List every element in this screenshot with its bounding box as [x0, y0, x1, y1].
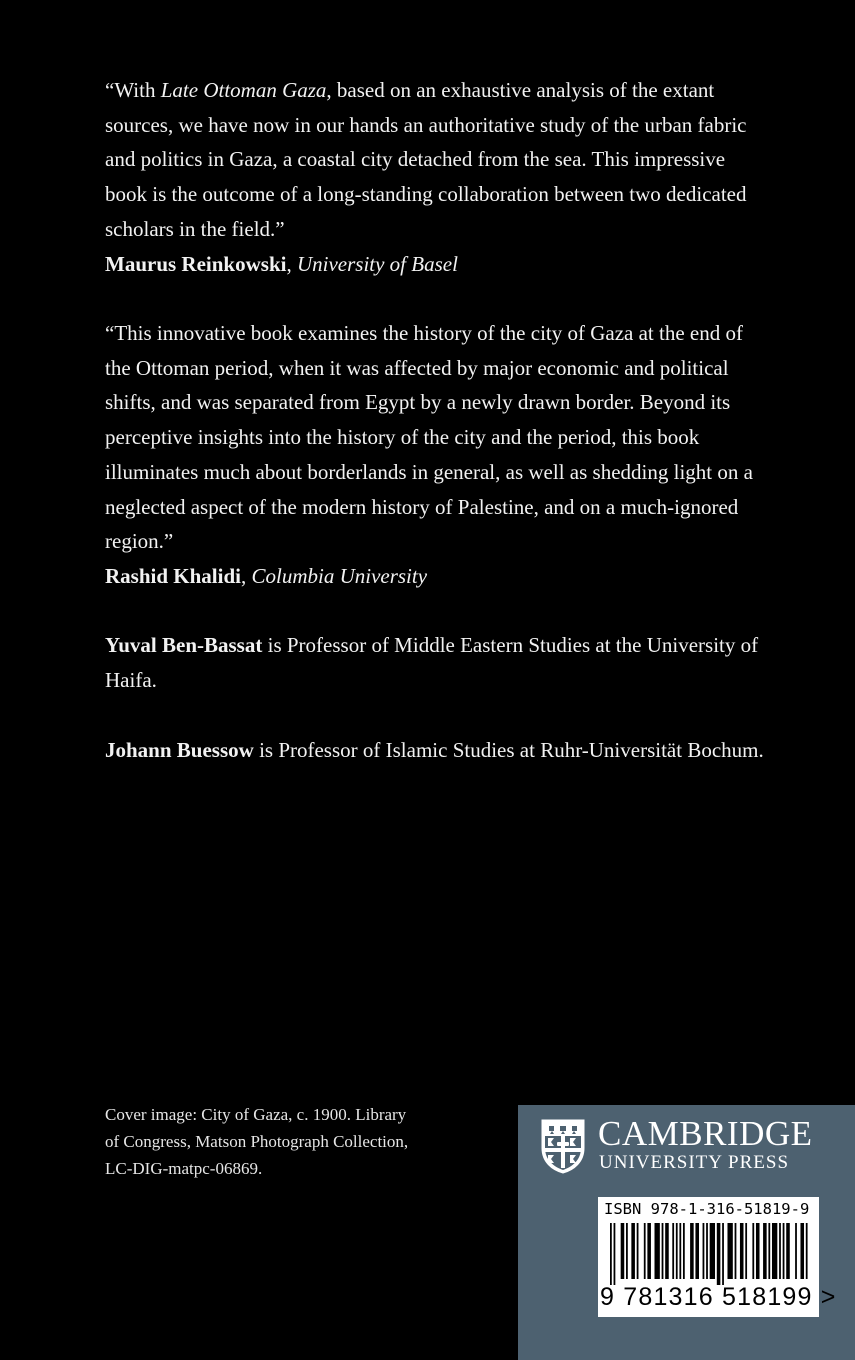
bio-name: Johann Buessow — [105, 738, 254, 762]
blurb-khalidi — [105, 316, 765, 594]
barcode-bar — [672, 1223, 674, 1279]
barcode-bar — [806, 1223, 808, 1279]
barcode-bar — [637, 1223, 639, 1279]
barcode-bar — [795, 1223, 797, 1279]
barcode-bar — [752, 1223, 754, 1279]
blurb-quote — [105, 73, 765, 247]
barcode-bar — [763, 1223, 767, 1279]
cambridge-crest-icon — [540, 1118, 586, 1174]
barcode-bar — [786, 1223, 790, 1279]
barcode-bar — [703, 1223, 705, 1279]
book-title: Late Ottoman Gaza — [160, 78, 327, 102]
barcode-bar — [644, 1223, 646, 1279]
barcode-bar — [647, 1223, 651, 1279]
barcode-bar — [614, 1223, 616, 1285]
bio-text: is Professor of Islamic Studies at Ruhr-Universität Bochum. — [253, 738, 764, 762]
bio-name: Yuval Ben-Bassat — [105, 633, 263, 657]
barcode-bars — [610, 1223, 808, 1285]
barcode-bar — [727, 1223, 732, 1279]
blurb-reinkowski — [105, 73, 765, 281]
bio-paragraph — [105, 733, 765, 768]
barcode-bar — [695, 1223, 699, 1279]
barcode-bar — [772, 1223, 777, 1279]
barcode-bar — [662, 1223, 664, 1279]
quote-open: “With — [105, 78, 161, 102]
attribution-separator: , — [240, 563, 252, 588]
barcode-bar — [626, 1223, 628, 1279]
publisher-name: CAMBRIDGE — [598, 1114, 813, 1153]
bio-text: is Professor of Middle Eastern Studies at the University of Haifa. — [105, 633, 759, 692]
author-bio-buessow — [105, 733, 765, 768]
barcode-bar — [768, 1223, 770, 1279]
barcode-bar — [717, 1223, 721, 1285]
barcode-bar — [779, 1223, 781, 1279]
cover-image-credit — [105, 1101, 485, 1182]
credit-line: LC-DIG-matpc-06869. — [105, 1159, 263, 1178]
barcode-bar — [722, 1223, 724, 1285]
publisher-panel — [518, 1105, 855, 1360]
barcode-bar — [610, 1223, 612, 1285]
barcode-bar — [621, 1223, 625, 1279]
blurb-attribution — [105, 247, 765, 282]
barcode-bar — [740, 1223, 744, 1279]
bio-paragraph — [105, 628, 765, 697]
blurb-author: Maurus Reinkowski — [105, 251, 287, 276]
isbn-barcode — [598, 1197, 837, 1317]
publisher-subtitle: UNIVERSITY PRESS — [599, 1152, 790, 1173]
barcode-digits: 9 781316 518199 > — [600, 1283, 837, 1311]
blurb-author: Rashid Khalidi — [105, 563, 241, 588]
barcode-bar — [683, 1223, 685, 1279]
credit-line: Cover image: City of Gaza, c. 1900. Library — [105, 1105, 407, 1124]
barcode-bar — [800, 1223, 804, 1279]
barcode-bar — [783, 1223, 785, 1279]
blurb-attribution — [105, 559, 765, 594]
barcode-bar — [745, 1223, 747, 1279]
barcode-bar — [710, 1223, 715, 1279]
blurb-quote: “This innovative book examines the history of the city of Gaza at the end of the Ottoman period, when it was affected by major economic and political shifts, and was separated from Egypt by a newly drawn border. Beyond its perceptive insights into the history of the city and the period, this book illuminates much about borderlands in general, as well as shedding light on a neglected aspect of the modern history of Palestine, and on a much-ignored region.” — [105, 321, 753, 554]
barcode-bar — [735, 1223, 737, 1279]
barcode-bar — [679, 1223, 681, 1279]
barcode-bar — [690, 1223, 694, 1279]
blurb-affiliation: University of Basel — [296, 251, 458, 276]
barcode-bar — [676, 1223, 678, 1279]
barcode-bar — [655, 1223, 660, 1279]
barcode-bar — [631, 1223, 635, 1279]
quote-rest: , based on an exhaustive analysis of the extant sources, we have now in our hands an authoritative study of the urban fabric and politics in Gaza, a coastal city detached from the sea. This impressive book is the outcome of a long-standing collaboration between two dedicated scholars in the field.” — [105, 78, 747, 241]
isbn-label: ISBN 978-1-316-51819-9 — [604, 1200, 810, 1218]
attribution-separator: , — [286, 251, 297, 276]
barcode-bar — [665, 1223, 669, 1279]
barcode-bar — [706, 1223, 708, 1279]
credit-line: of Congress, Matson Photograph Collection, — [105, 1132, 409, 1151]
barcode-bar — [756, 1223, 760, 1279]
author-bio-ben-bassat — [105, 628, 765, 697]
blurb-affiliation: Columbia University — [251, 563, 428, 588]
